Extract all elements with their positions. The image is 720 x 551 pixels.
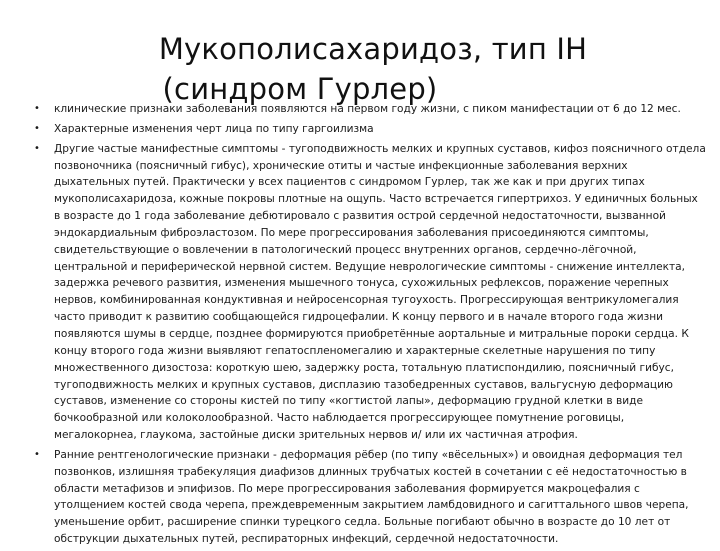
title-line-1: Мукополисахаридоз, тип IH xyxy=(158,32,588,67)
bullet-text-line: центральной и периферической нервной систем. Ведущие неврологические симптомы - снижение интеллекта, xyxy=(54,260,686,273)
slide-title xyxy=(60,29,660,109)
bullet-item xyxy=(34,121,696,138)
bullet-marker: • xyxy=(34,142,40,154)
bullet-item xyxy=(34,101,696,118)
bullet-text-line: позвоночника (поясничный гибус), хронические отиты и частые инфекционные заболевания верхних xyxy=(54,159,628,172)
bullet-text-line: нервов, комбинированная кондуктивная и нейросенсорная тугоухость. Прогрессирующая вентрикуломегалия xyxy=(54,294,679,307)
bullet-text-line: Характерные изменения черт лица по типу гаргоилизма xyxy=(54,122,374,135)
bullet-text-line: бочкообразной или колоколообразной. Часто наблюдается прогрессирующее помутнение роговицы, xyxy=(54,412,625,425)
bullet-marker: • xyxy=(34,448,40,460)
bullet-item xyxy=(34,141,706,444)
bullet-text-line: мукополисахаридоза, кожные покровы плотные на ощупь. Часто встречается гипертрихоз. У единичных больных xyxy=(54,193,698,206)
bullet-text-line: обструкции дыхательных путей, респираторных инфекций, сердечной недостаточности. xyxy=(54,533,559,546)
bullet-text-line: дыхательных путей. Практически у всех пациентов с синдромом Гурлер, так же как и при других типах xyxy=(54,176,645,189)
bullet-text-line: мегалокорнеа, глаукома, застойные диски зрительных нервов и/ или их частичная атрофия. xyxy=(54,429,578,442)
bullet-text-line: клинические признаки заболевания появляются на первом году жизни, с пиком манифестации от 6 до 12 мес. xyxy=(54,103,681,115)
bullet-text-line: позвонков, излишняя трабекуляция диафизов длинных трубчатых костей в сочетании с её недостаточностью в xyxy=(54,465,687,478)
bullet-text-line: эндокардиальным фиброэластозом. По мере прогрессирования заболевания присоединяются симптомы, xyxy=(54,226,649,239)
bullet-text-line: суставов, изменение со стороны кистей по типу «когтистой лапы», деформацию грудной клетки в виде xyxy=(54,395,643,408)
bullet-text-line: концу второго года жизни выявляют гепатоспленомегалию и характерные скелетные нарушения по типу xyxy=(54,344,656,357)
bullet-text-line: Ранние рентгенологические признаки - деформация рёбер (по типу «вёсельных») и овоидная деформация тел xyxy=(54,448,683,461)
title-line-2: (синдром Гурлер) xyxy=(162,72,438,107)
bullet-text-line: задержка речевого развития, изменения мышечного тонуса, сухожильных рефлексов, поражение черепных xyxy=(54,277,669,290)
bullet-text-line: уменьшение орбит, расширение спинки турецкого седла. Больные погибают обычно в возрасте до 10 лет от xyxy=(54,516,671,529)
bullet-text-line: множественного дизостоза: короткую шею, задержку роста, тотальную платиспондилию, поясничный гибус, xyxy=(54,361,674,374)
bullet-text-line: Другие частые манифестные симптомы - тугоподвижность мелких и крупных суставов, кифоз поясничного отдела xyxy=(54,142,706,155)
bullet-list xyxy=(34,101,706,551)
bullet-text-line: появляются шумы в сердце, позднее формируются приобретённые аортальные и митральные пороки сердца. К xyxy=(54,327,689,340)
bullet-text-line: утолщением костей свода черепа, преждевременным закрытием ламбдовидного и сагиттального швов черепа, xyxy=(54,499,689,512)
bullet-text-line: свидетельствующие о вовлечении в патологический процесс внутренних органов, сердечно-лёгочной, xyxy=(54,243,637,256)
bullet-marker: • xyxy=(34,122,40,134)
bullet-text-line: тугоподвижность мелких и крупных суставов, дисплазию тазобедренных суставов, вальгусную деформацию xyxy=(54,378,673,391)
bullet-item xyxy=(34,447,696,548)
bullet-text-line: области метафизов и эпифизов. По мере прогрессирования заболевания формируется макроцефалия с xyxy=(54,482,640,495)
bullet-text-line: в возрасте до 1 года заболевание дебютировало с развития острой сердечной недостаточности, вызванной xyxy=(54,210,666,223)
bullet-text-line: часто приводит к развитию сообщающейся гидроцефалии. К концу первого и в начале второго года жизни xyxy=(54,311,664,324)
bullet-marker: • xyxy=(34,103,40,114)
